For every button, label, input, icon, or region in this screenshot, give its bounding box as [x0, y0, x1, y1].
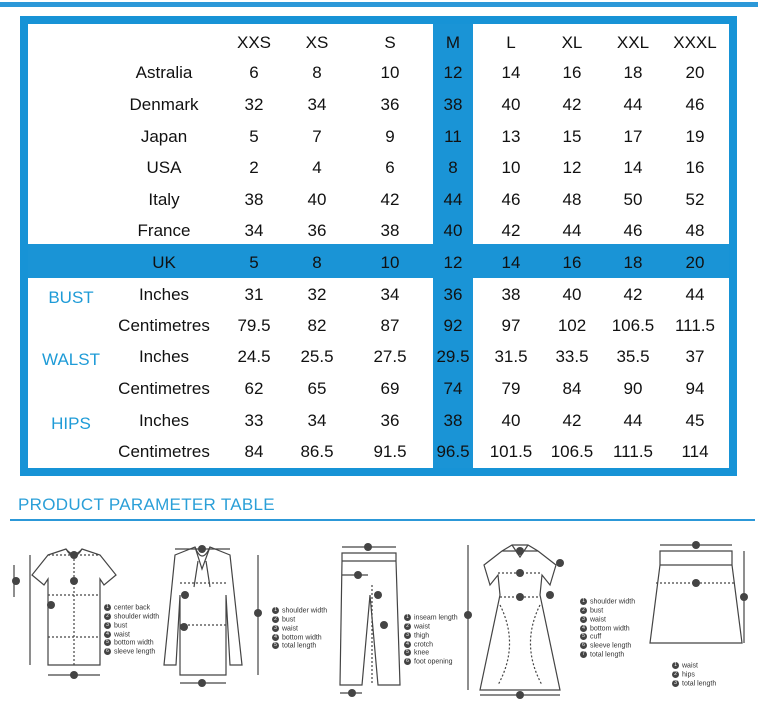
legend-item: [404, 623, 458, 632]
size-header-xxxl: XXXL: [673, 33, 717, 52]
legend-number-badge: 5: [104, 639, 111, 646]
table-cell: 46: [501, 190, 521, 209]
skirt-legend: [672, 662, 716, 689]
legend-number-badge: 3: [272, 625, 279, 632]
table-cell: 20: [685, 253, 705, 272]
table-cell: 6: [385, 158, 395, 177]
table-cell: 69: [380, 379, 400, 398]
legend-number-badge: 2: [672, 671, 679, 678]
table-cell: 8: [312, 63, 322, 82]
blouse-legend: [272, 607, 327, 651]
legend-text: waist: [590, 616, 606, 624]
table-cell: 2: [249, 158, 259, 177]
table-cell: 36: [443, 285, 463, 304]
legend-text: waist: [282, 625, 298, 633]
legend-item: [580, 651, 635, 660]
legend-text: sleeve length: [590, 642, 632, 650]
row-label: Centimetres: [118, 379, 210, 398]
row-label: Centimetres: [118, 442, 210, 461]
table-cell: 40: [443, 221, 463, 240]
legend-text: total length: [590, 651, 625, 659]
table-cell: 24.5: [237, 347, 271, 366]
legend-number-badge: 1: [272, 607, 279, 614]
table-cell: 62: [244, 379, 264, 398]
table-cell: 38: [443, 411, 463, 430]
row-label: Inches: [138, 285, 190, 304]
table-cell: 102: [557, 316, 587, 335]
legend-item: [580, 616, 635, 625]
table-cell: 44: [685, 285, 705, 304]
table-cell: 91.5: [373, 442, 407, 461]
legend-text: cuff: [590, 633, 602, 641]
row-label: Japan: [140, 127, 188, 146]
dress-legend: [580, 598, 635, 660]
table-cell: 36: [380, 411, 400, 430]
legend-item: [404, 658, 458, 667]
legend-item: [580, 633, 635, 642]
table-cell: 84: [244, 442, 264, 461]
table-cell: 42: [623, 285, 643, 304]
table-cell: 84: [562, 379, 582, 398]
table-cell: 45: [685, 411, 705, 430]
table-cell: 16: [562, 63, 582, 82]
legend-number-badge: 2: [272, 616, 279, 623]
title-underline: [10, 519, 755, 521]
table-cell: 97: [501, 316, 521, 335]
table-cell: 74: [443, 379, 463, 398]
table-cell: 34: [307, 411, 327, 430]
table-cell: 86.5: [300, 442, 334, 461]
legend-item: [404, 632, 458, 641]
table-cell: 38: [244, 190, 264, 209]
legend-item: [272, 642, 327, 651]
legend-text: waist: [114, 630, 130, 638]
table-cell: 10: [380, 253, 400, 272]
section-label: BUST: [48, 288, 94, 307]
table-cell: 36: [380, 95, 400, 114]
legend-text: thigh: [414, 632, 430, 640]
legend-number-badge: 4: [404, 641, 411, 648]
legend-number-badge: 1: [104, 604, 111, 611]
section-label: HIPS: [51, 414, 91, 433]
table-cell: 34: [307, 95, 327, 114]
table-cell: 27.5: [373, 347, 407, 366]
table-cell: 6: [249, 63, 259, 82]
legend-text: bust: [282, 616, 296, 624]
legend-text: hips: [682, 671, 695, 679]
legend-number-badge: 2: [104, 613, 111, 620]
legend-text: foot opening: [414, 658, 453, 666]
table-cell: 25.5: [300, 347, 334, 366]
legend-text: bust: [590, 607, 604, 615]
row-label: Centimetres: [118, 316, 210, 335]
table-cell: 8: [448, 158, 458, 177]
table-cell: 14: [501, 63, 521, 82]
table-cell: 42: [501, 221, 521, 240]
legend-text: waist: [414, 623, 430, 631]
table-cell: 106.5: [611, 316, 655, 335]
table-cell: 38: [443, 95, 463, 114]
legend-item: [272, 634, 327, 643]
legend-text: inseam length: [414, 614, 458, 622]
table-cell: 12: [443, 253, 463, 272]
row-label: France: [137, 221, 191, 240]
legend-number-badge: 3: [104, 622, 111, 629]
legend-number-badge: 4: [104, 631, 111, 638]
size-header-m: M: [445, 33, 461, 52]
table-cell: 42: [380, 190, 400, 209]
table-cell: 38: [501, 285, 521, 304]
table-cell: 65: [307, 379, 327, 398]
table-cell: 111.5: [612, 442, 654, 461]
legend-text: knee: [414, 649, 430, 657]
dress-diagram-icon: [460, 525, 580, 702]
legend-text: bottom width: [114, 639, 154, 647]
table-cell: 44: [623, 95, 643, 114]
table-cell: 10: [501, 158, 521, 177]
table-cell: 92: [443, 316, 463, 335]
table-cell: 34: [380, 285, 400, 304]
legend-item: [580, 607, 635, 616]
table-cell: 94: [685, 379, 705, 398]
legend-text: bottom width: [590, 624, 630, 632]
table-cell: 101.5: [489, 442, 533, 461]
table-cell: 18: [623, 63, 643, 82]
legend-item: [404, 641, 458, 650]
product-parameter-title: PRODUCT PARAMETER TABLE: [18, 495, 275, 514]
legend-text: shoulder width: [590, 598, 636, 606]
legend-text: waist: [682, 662, 698, 670]
table-cell: 38: [380, 221, 400, 240]
table-cell: 29.5: [436, 347, 470, 366]
legend-number-badge: 3: [404, 632, 411, 639]
table-cell: 48: [562, 190, 582, 209]
legend-number-badge: 5: [404, 649, 411, 656]
table-cell: 19: [685, 127, 705, 146]
table-cell: 48: [685, 221, 705, 240]
legend-text: crotch: [414, 640, 434, 648]
row-label: USA: [146, 158, 182, 177]
table-cell: 31.5: [494, 347, 528, 366]
table-cell: 79.5: [237, 316, 271, 335]
legend-text: shoulder width: [114, 613, 160, 621]
section-label: WALST: [42, 350, 100, 369]
table-cell: 32: [244, 95, 264, 114]
table-cell: 33.5: [555, 347, 589, 366]
legend-item: [404, 649, 458, 658]
table-cell: 4: [312, 158, 322, 177]
legend-item: [580, 598, 635, 607]
table-cell: 82: [307, 316, 327, 335]
row-label: UK: [152, 253, 176, 272]
table-cell: 37: [685, 347, 705, 366]
legend-number-badge: 7: [580, 651, 587, 658]
legend-text: bust: [114, 622, 128, 630]
pants-legend: [404, 614, 458, 667]
legend-number-badge: 6: [580, 642, 587, 649]
legend-text: total length: [682, 680, 717, 688]
row-label: Denmark: [129, 95, 199, 114]
table-cell: 52: [685, 190, 705, 209]
row-label: Astralia: [135, 63, 193, 82]
size-header-xs: XS: [305, 33, 329, 52]
legend-number-badge: 1: [404, 614, 411, 621]
table-cell: 11: [444, 127, 462, 146]
table-cell: 90: [623, 379, 643, 398]
table-cell: 10: [380, 63, 400, 82]
legend-number-badge: 4: [272, 634, 279, 641]
table-cell: 36: [307, 221, 327, 240]
legend-number-badge: 4: [580, 625, 587, 632]
legend-number-badge: 6: [104, 648, 111, 655]
table-cell: 20: [685, 63, 705, 82]
table-cell: 46: [623, 221, 643, 240]
table-cell: 33: [244, 411, 264, 430]
table-cell: 14: [623, 158, 643, 177]
legend-item: [404, 614, 458, 623]
size-header-xl: XL: [561, 33, 583, 52]
size-header-l: L: [506, 33, 516, 52]
table-cell: 106.5: [550, 442, 594, 461]
table-cell: 40: [501, 95, 521, 114]
legend-item: [672, 680, 716, 689]
legend-item: [580, 642, 635, 651]
table-cell: 40: [501, 411, 521, 430]
table-cell: 79: [501, 379, 521, 398]
table-cell: 114: [681, 442, 709, 461]
size-header-xxl: XXL: [616, 33, 650, 52]
table-cell: 44: [623, 411, 643, 430]
legend-number-badge: 6: [404, 658, 411, 665]
table-cell: 16: [685, 158, 705, 177]
size-header-s: S: [384, 33, 396, 52]
legend-text: shoulder width: [282, 607, 328, 615]
table-cell: 14: [501, 253, 521, 272]
table-cell: 46: [685, 95, 705, 114]
table-cell: 34: [244, 221, 264, 240]
table-cell: 44: [562, 221, 582, 240]
table-cell: 7: [312, 127, 322, 146]
legend-number-badge: 1: [672, 662, 679, 669]
table-cell: 17: [623, 127, 643, 146]
table-cell: 42: [562, 411, 582, 430]
legend-number-badge: 3: [580, 616, 587, 623]
row-label: Inches: [138, 411, 190, 430]
legend-item: [272, 607, 327, 616]
size-header-xxs: XXS: [236, 33, 272, 52]
table-cell: 15: [562, 127, 582, 146]
legend-text: total length: [282, 642, 317, 650]
legend-item: [672, 671, 716, 680]
legend-number-badge: 1: [580, 598, 587, 605]
legend-number-badge: 5: [580, 633, 587, 640]
blouse-diagram-icon: [150, 525, 280, 702]
table-cell: 40: [562, 285, 582, 304]
legend-item: [272, 625, 327, 634]
table-cell: 12: [562, 158, 582, 177]
table-cell: 87: [380, 316, 400, 335]
table-cell: 40: [307, 190, 327, 209]
row-label: Italy: [148, 190, 180, 209]
legend-number-badge: 2: [580, 607, 587, 614]
table-cell: 31: [244, 285, 264, 304]
legend-text: sleeve length: [114, 648, 156, 656]
legend-item: [580, 625, 635, 634]
table-cell: 5: [249, 253, 259, 272]
table-cell: 44: [443, 190, 463, 209]
pants-diagram-icon: [330, 525, 410, 702]
table-cell: 5: [249, 127, 259, 146]
table-cell: 42: [562, 95, 582, 114]
table-cell: 111.5: [674, 316, 716, 335]
legend-number-badge: 5: [272, 642, 279, 649]
table-cell: 32: [307, 285, 327, 304]
table-cell: 35.5: [616, 347, 650, 366]
table-cell: 9: [385, 127, 395, 146]
top-rule: [0, 2, 758, 7]
legend-item: [272, 616, 327, 625]
table-cell: 13: [501, 127, 521, 146]
table-cell: 18: [623, 253, 643, 272]
legend-number-badge: 2: [404, 623, 411, 630]
table-cell: 50: [623, 190, 643, 209]
row-label: Inches: [138, 347, 190, 366]
table-cell: 12: [443, 63, 463, 82]
legend-item: [672, 662, 716, 671]
table-cell: 96.5: [436, 442, 470, 461]
table-cell: 8: [312, 253, 322, 272]
legend-text: center back: [114, 604, 151, 612]
legend-number-badge: 3: [672, 680, 679, 687]
legend-text: bottom width: [282, 633, 322, 641]
table-cell: 16: [562, 253, 582, 272]
